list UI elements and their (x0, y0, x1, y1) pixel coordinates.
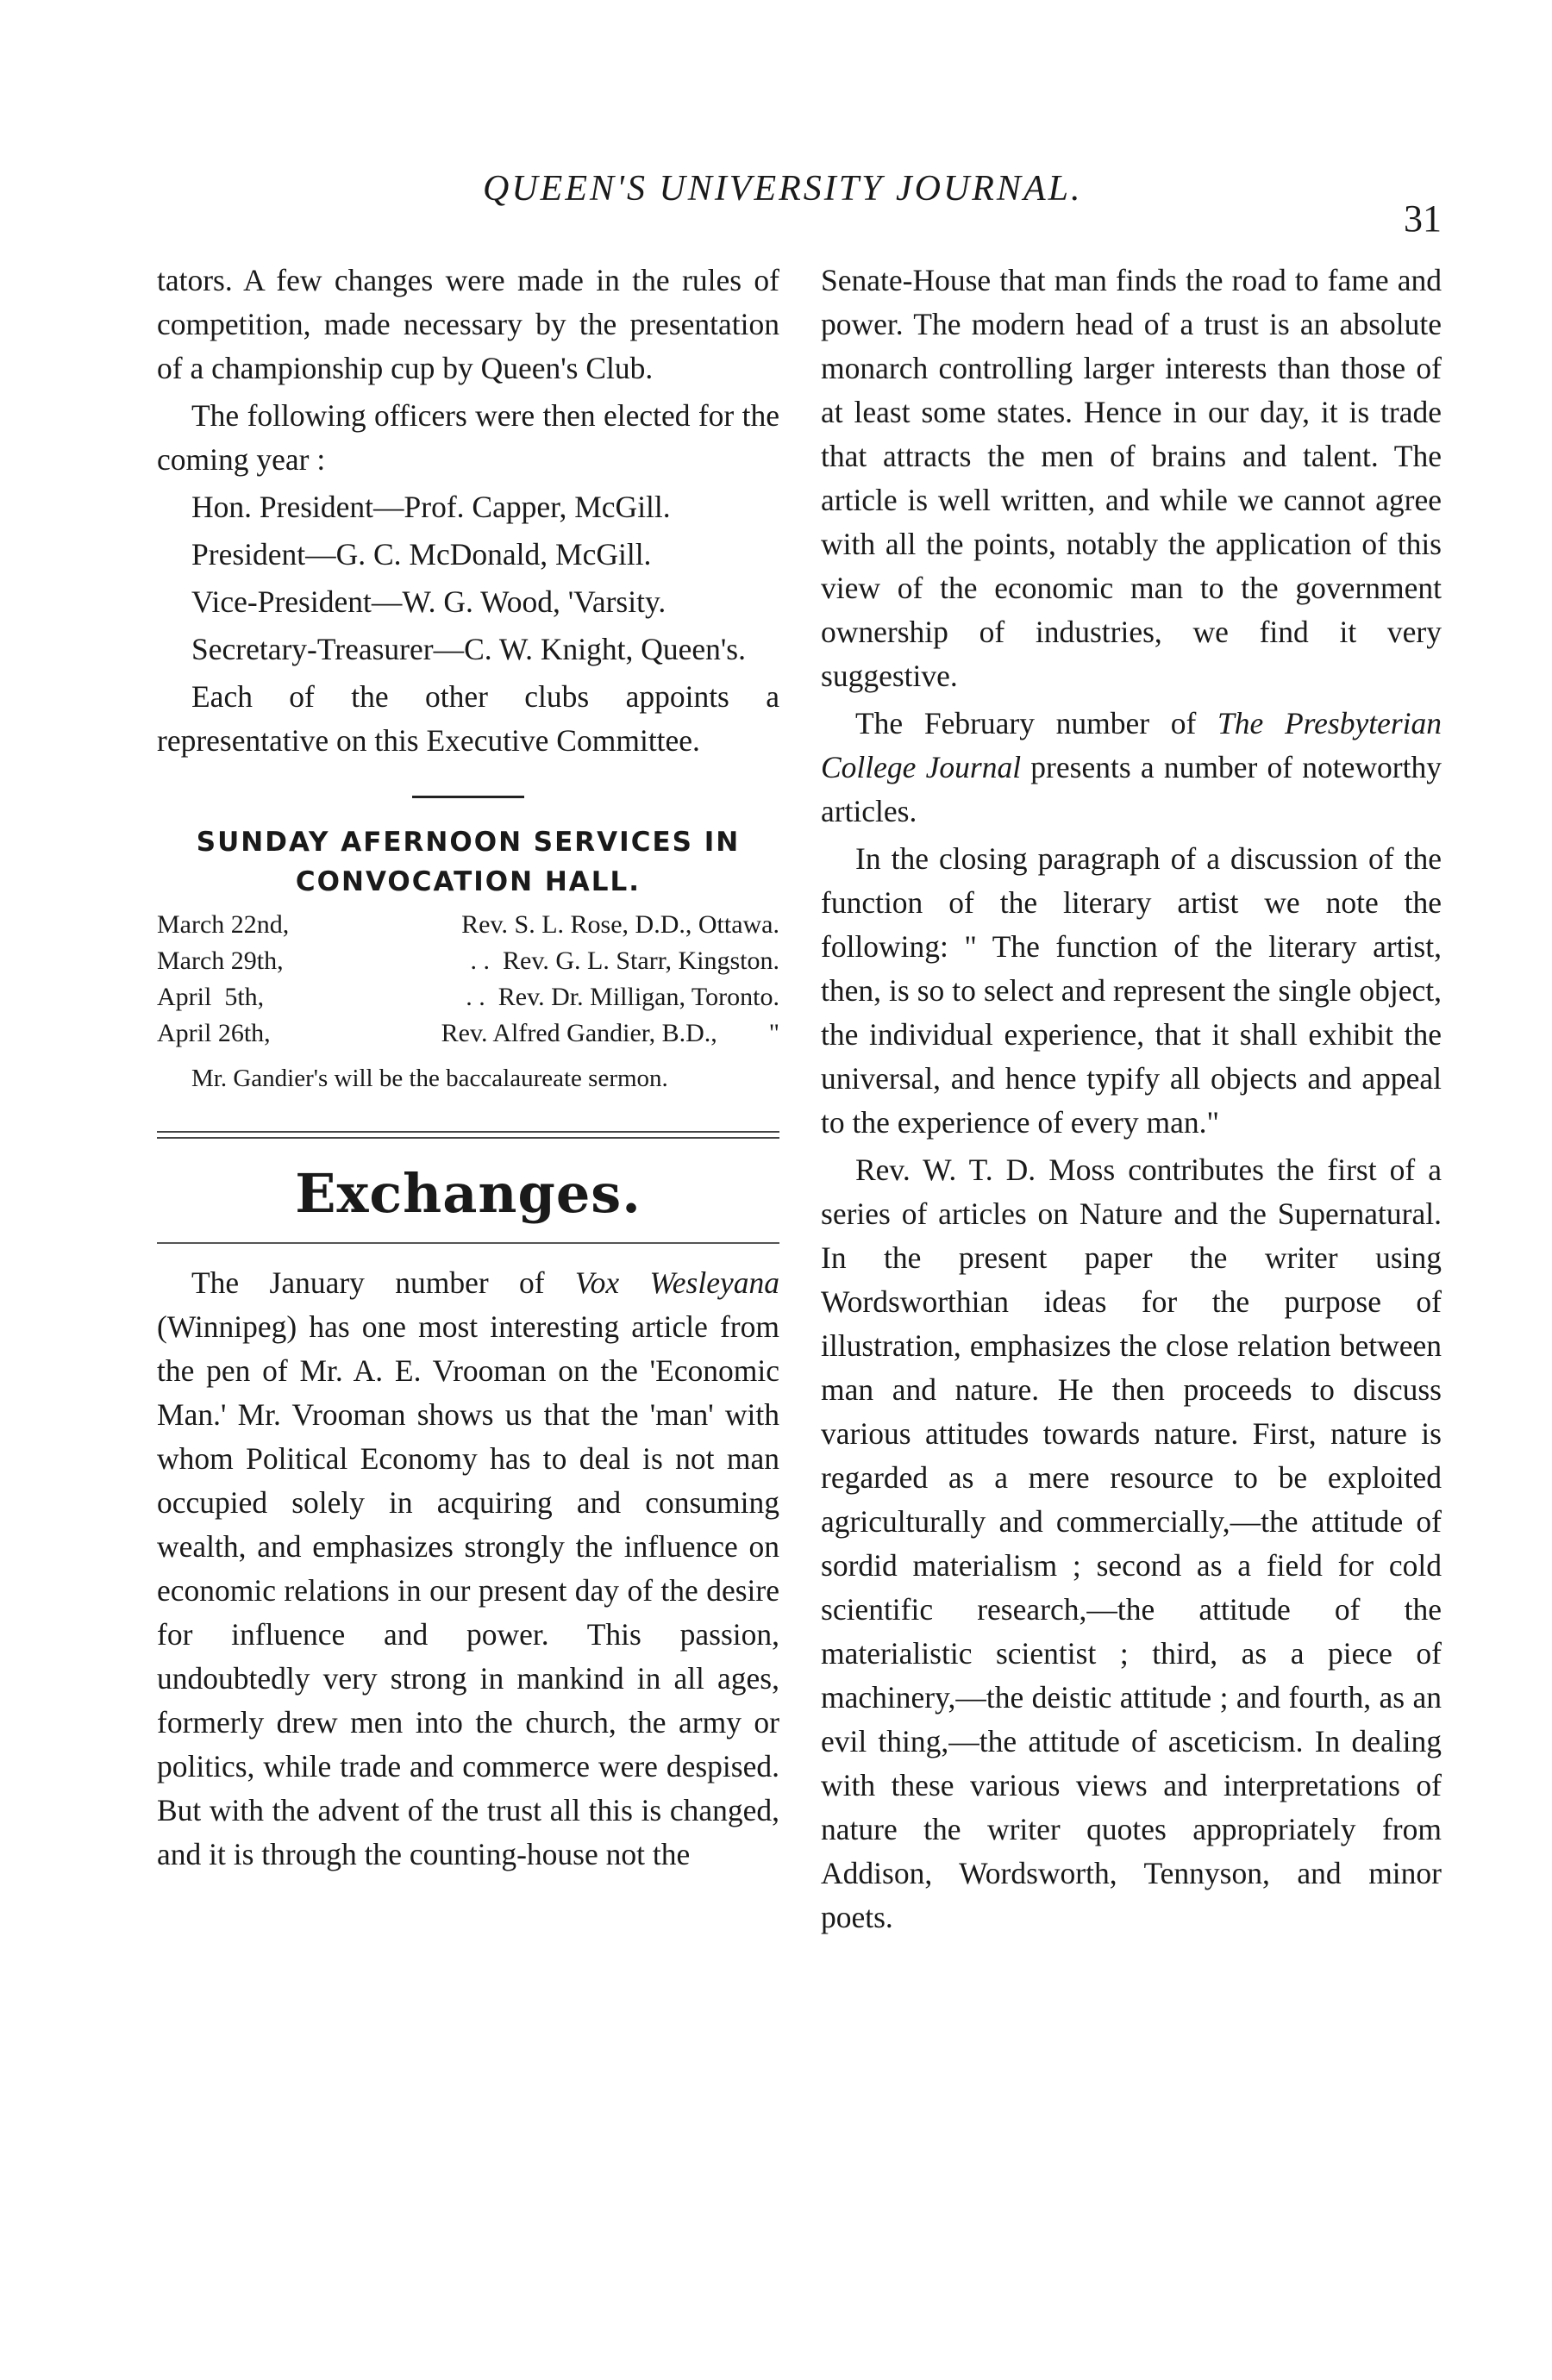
service-preacher: . . Rev. Dr. Milligan, Toronto. (466, 983, 779, 1011)
services-heading: SUNDAY AFERNOON SERVICES IN CONVOCATION HALL. (196, 827, 741, 897)
officer-president: President—G. C. McDonald, McGill. (191, 537, 652, 572)
service-preacher: Rev. S. L. Rose, D.D., Ottawa. (461, 910, 779, 939)
publication-title: Vox Wesleyana (574, 1265, 779, 1300)
service-row (157, 1015, 779, 1052)
continued-paragraph: tators. A few changes were made in the rules of competition, made necessary by the presentation of a championship cup by Queen's Club. (157, 263, 779, 385)
service-preacher: Rev. Alfred Gandier, B.D., " (441, 1019, 779, 1047)
february-paragraph (821, 702, 1442, 834)
services-note: Mr. Gandier's will be the baccalaureate sermon. (191, 1065, 668, 1092)
officer-vice-president: Vice-President—W. G. Wood, 'Varsity. (191, 584, 666, 619)
service-date: April 26th, (157, 1019, 271, 1047)
running-title: QUEEN'S UNIVERSITY JOURNAL. (483, 169, 1083, 209)
heading-underline (157, 1242, 779, 1244)
officer-secretary-treasurer: Secretary-Treasurer—C. W. Knight, Queen's. (191, 632, 746, 666)
left-column (157, 259, 779, 1880)
february-text-b: presents a number of noteworthy articles. (821, 750, 1442, 828)
service-row (157, 979, 779, 1015)
officers-intro: The following officers were then elected for the coming year : (157, 398, 779, 477)
moss-paragraph: Rev. W. T. D. Moss contributes the first of a series of articles on Nature and the Supernatural. In the present paper the writer using Wordsworthian ideas for the purpose of illustration, emphasizes the close relation between man and nature. He then proceeds to discuss various attitudes towards nature. First, nature is regarded as a mere resource to be exploited agriculturally and commercially,—the attitude of sordid materialism ; second as a field for cold scientific research,—the attitude of the materialistic scientist ; third, as a piece of machinery,—the deistic attitude ; and fourth, as an evil thing,—the attitude of asceticism. In dealing with these various views and interpretations of nature the writer quotes appropriately from Addison, Wordsworth, Tennyson, and minor poets. (821, 1153, 1442, 1934)
section-divider (412, 796, 524, 798)
publication-title: The Presbyterian College Journal (821, 706, 1442, 784)
service-row (157, 907, 779, 943)
exchanges-heading: Exchanges. (295, 1162, 641, 1225)
service-date: April 5th, (157, 983, 265, 1011)
exchanges-text-a: The January number of (191, 1265, 575, 1300)
exchanges-paragraph (157, 1261, 779, 1877)
service-date: March 22nd, (157, 910, 290, 939)
service-date: March 29th, (157, 946, 284, 975)
page-number: 31 (1404, 197, 1442, 240)
right-column (821, 259, 1442, 1943)
february-text-a: The February number of (855, 706, 1218, 740)
officer-hon-president: Hon. President—Prof. Capper, McGill. (191, 490, 671, 524)
clubs-paragraph: Each of the other clubs appoints a representative on this Executive Committee. (157, 679, 779, 758)
service-row (157, 943, 779, 979)
continued-paragraph: Senate-House that man finds the road to fame and power. The modern head of a trust is an absolute monarch controlling larger interests than those of at least some states. Hence in our day, it is trade that attracts the men of brains and talent. The article is well written, and while we cannot agree with all the points, notably the application of this view of the economic man to the government ownership of industries, we find it very suggestive. (821, 263, 1442, 693)
service-preacher: . . Rev. G. L. Starr, Kingston. (470, 946, 779, 975)
exchanges-text-b: (Winnipeg) has one most interesting article from the pen of Mr. A. E. Vrooman on the 'Economic Man.' Mr. Vrooman shows us that the 'man' with whom Political Economy has to deal is not man occupied solely in acquiring and consuming wealth, and emphasizes strongly the influence on economic relations in our present day of the desire for influence and power. This passion, undoubtedly very strong in mankind in all ages, formerly drew men into the church, the army or politics, while trade and commerce were despised. But with the advent of the trust all this is changed, and it is through the counting-house not the (157, 1309, 779, 1871)
literary-artist-paragraph: In the closing paragraph of a discussion of the function of the literary artist we note the following: " The function of the literary artist, then, is so to select and represent the single object, the individual experience, that it shall exhibit the universal, and hence typify all objects and appeal to the experience of every man." (821, 841, 1442, 1140)
double-rule-divider (157, 1131, 779, 1139)
